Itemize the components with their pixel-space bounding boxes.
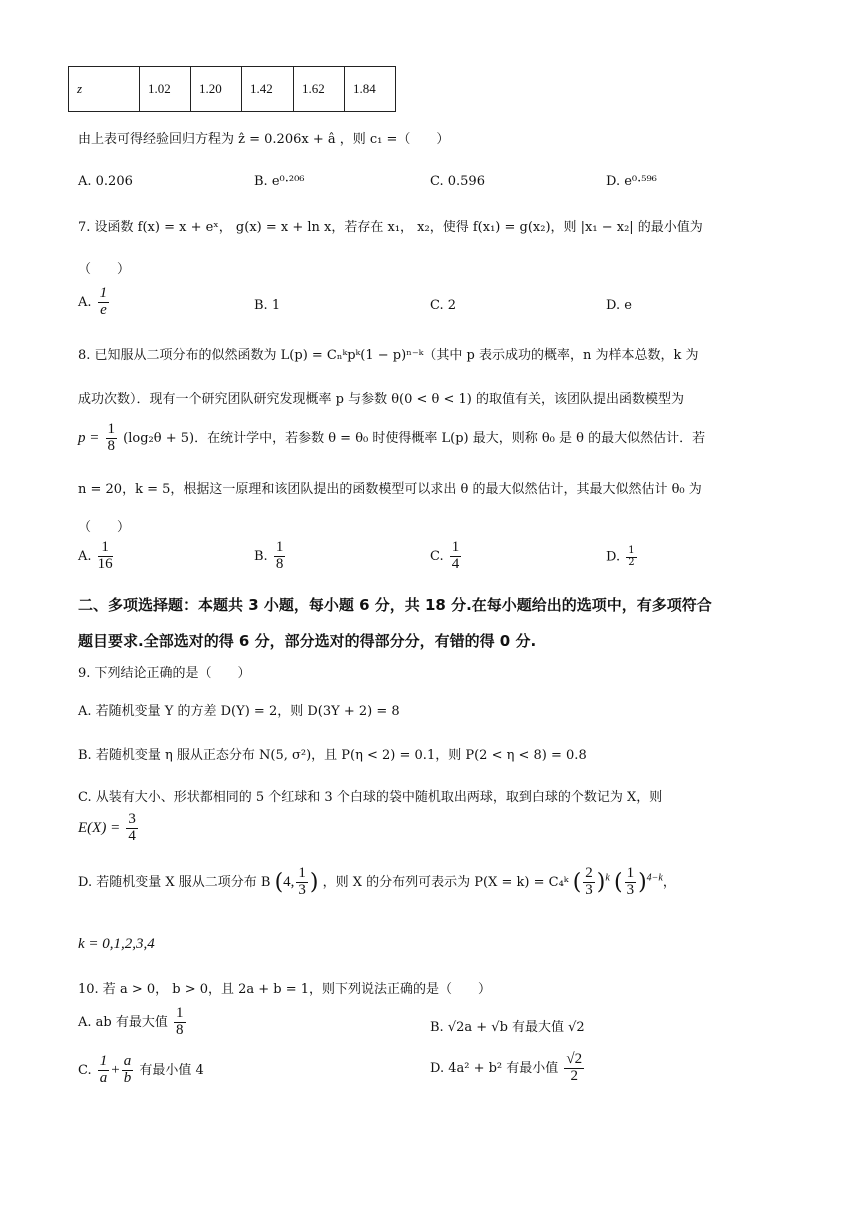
q9-option-c-line1: C. 从装有大小、形状都相同的 5 个红球和 3 个白球的袋中随机取出两球，取到白球的个数记为 X，则 — [78, 790, 663, 805]
q9-option-d-line1: D. 若随机变量 X 服从二项分布 B (4, $\frac{1}{3}$ ) ，则 X 的分布列可表示为 P(X = k) = C₄ᵏ ( $\frac{2}{3}$ )$^k$ ( $\frac{1}{3}$ )$^{4-k}$， — [78, 865, 676, 898]
q8-option-a — [78, 540, 115, 573]
table-label-cell: z — [69, 67, 140, 112]
table-cell: 1.62 — [294, 67, 345, 112]
q7-option-d: D. e — [606, 298, 632, 313]
numerator: a — [123, 1053, 132, 1069]
denominator: 8 — [176, 1021, 184, 1038]
q8-paren: （ ） — [78, 520, 131, 535]
plus-sign: + — [111, 1061, 120, 1078]
fraction — [583, 866, 595, 899]
denominator: a — [99, 1069, 108, 1086]
option-d-text: D. 4a² + b² 有最小值 — [430, 1060, 559, 1076]
denominator: 4 — [128, 827, 136, 844]
q7-paren: （ ） — [78, 262, 131, 277]
denominator: 3 — [298, 881, 306, 898]
option-a-text: A. ab 有最大值 — [78, 1014, 168, 1030]
numerator: 2 — [585, 865, 593, 881]
option-d-text: D. 若随机变量 X 服从二项分布 B — [78, 874, 271, 890]
table-cell: 1.20 — [191, 67, 242, 112]
numerator: 1 — [99, 285, 108, 301]
fraction — [126, 812, 138, 845]
fraction — [450, 540, 462, 573]
q7-option-b: B. 1 — [254, 298, 281, 313]
q6-stem: 由上表可得经验回归方程为 ẑ = 0.206x + â ，则 c₁ =（ ） — [78, 132, 450, 147]
q9-option-a: A. 若随机变量 Y 的方差 D(Y) = 2，则 D(3Y + 2) = 8 — [78, 704, 400, 719]
q9-stem: 9. 下列结论正确的是（ ） — [78, 666, 251, 681]
expectation-prefix: E(X) = — [78, 819, 121, 836]
paren-close: ) — [596, 869, 606, 895]
fraction — [98, 540, 113, 573]
denominator: 3 — [585, 881, 593, 898]
q8-line4: n = 20，k = 5，根据这一原理和该团队提出的函数模型可以求出 θ 的最大似然估计，其最大似然估计 θ₀ 为 — [78, 482, 702, 497]
option-label: A. — [78, 294, 92, 310]
fraction — [296, 866, 308, 899]
q8-option-b — [254, 540, 287, 573]
fraction — [98, 286, 110, 319]
numerator: 1 — [176, 1005, 184, 1021]
paren-close: ) — [309, 869, 319, 895]
q6-option-d: D. e⁰·⁵⁹⁶ — [606, 174, 657, 189]
q7-option-c: C. 2 — [430, 298, 457, 313]
denominator: 4 — [451, 555, 460, 572]
q10-option-d — [430, 1052, 586, 1085]
q6-option-b: B. e⁰·²⁰⁶ — [254, 174, 305, 189]
q8-line1: 8. 已知服从二项分布的似然函数为 L(p) = Cₙᵏpᵏ(1 − p)ⁿ⁻ᵏ（其中 p 表示成功的概率，n 为样本总数，k 为 — [78, 348, 699, 363]
numerator: 1 — [98, 540, 113, 557]
denominator: 8 — [275, 555, 284, 572]
fraction — [625, 866, 637, 899]
table-cell: 1.84 — [345, 67, 396, 112]
q8-line2: 成功次数）．现有一个研究团队研究发现概率 p 与参数 θ(0 < θ < 1) 的取值有关，该团队提出函数模型为 — [78, 392, 685, 407]
numerator: 1 — [298, 865, 306, 881]
denominator: 2 — [570, 1067, 579, 1084]
option-label: C. — [78, 1062, 96, 1078]
paren-open: ( — [274, 869, 284, 895]
q10-option-c — [78, 1054, 204, 1087]
denominator: 2 — [628, 556, 635, 568]
option-label: B. — [254, 548, 268, 564]
q8-option-d — [606, 546, 639, 568]
numerator: 1 — [628, 545, 635, 556]
numerator: 1 — [107, 421, 116, 437]
q7-option-a — [78, 286, 111, 319]
denominator: b — [123, 1069, 132, 1086]
fraction — [274, 540, 286, 573]
fraction — [174, 1006, 186, 1039]
denominator: 3 — [626, 881, 635, 898]
exponent: k — [605, 872, 610, 884]
fraction — [564, 1052, 584, 1085]
q6-option-c: C. 0.596 — [430, 174, 485, 189]
binomial-param: 4, — [283, 873, 295, 890]
option-c-text: 有最小值 4 — [139, 1062, 204, 1078]
table-cell: 1.02 — [140, 67, 191, 112]
option-label: A. — [78, 548, 92, 564]
fraction — [106, 422, 118, 455]
paren-close: ) — [638, 869, 647, 895]
q9-option-d-line2: k = 0,1,2,3,4 — [78, 936, 155, 952]
fraction — [98, 1054, 110, 1087]
q9-option-c-line2 — [78, 812, 140, 845]
section-heading-cont: 题目要求.全部选对的得 6 分，部分选对的得部分分，有错的得 0 分. — [78, 632, 537, 650]
q10-stem: 10. 若 a > 0， b > 0，且 2a + b = 1，则下列说法正确的是（ ） — [78, 982, 492, 997]
paren-open: ( — [572, 869, 582, 895]
q10-option-a — [78, 1006, 188, 1039]
data-table — [68, 66, 396, 112]
fraction — [626, 546, 636, 568]
formula-suffix: (log₂θ + 5)．在统计学中，若参数 θ = θ₀ 时使得概率 L(p) 最大，则称 θ₀ 是 θ 的最大似然估计．若 — [123, 430, 706, 446]
q10-option-b: B. √2a + √b 有最大值 √2 — [430, 1020, 585, 1035]
denominator: 8 — [107, 437, 116, 454]
numerator: √2 — [566, 1051, 583, 1067]
table-row — [69, 67, 396, 112]
q8-option-c — [430, 540, 463, 573]
option-label: D. — [606, 549, 621, 565]
exponent: 4−k — [646, 872, 663, 884]
paren-open: ( — [613, 869, 623, 895]
denominator: 16 — [97, 555, 113, 572]
formula-prefix: p = — [78, 429, 100, 446]
denominator: e — [100, 301, 107, 318]
q7-stem: 7. 设函数 f(x) = x + eˣ， g(x) = x + ln x，若存在 x₁， x₂，使得 f(x₁) = g(x₂)，则 |x₁ − x₂| 的最小值为 — [78, 220, 703, 235]
q9-option-b: B. 若随机变量 η 服从正态分布 N(5, σ²)，且 P(η < 2) = 0.1，则 P(2 < η < 8) = 0.8 — [78, 748, 587, 763]
numerator: 1 — [451, 539, 460, 555]
option-label: C. — [430, 548, 444, 564]
q8-line3 — [78, 422, 705, 455]
numerator: 1 — [99, 1053, 108, 1069]
numerator: 1 — [626, 865, 635, 881]
q6-option-a: A. 0.206 — [78, 174, 133, 189]
numerator: 1 — [275, 539, 284, 555]
fraction — [122, 1054, 134, 1087]
section-heading: 二、多项选择题：本题共 3 小题，每小题 6 分，共 18 分.在每小题给出的选项中，有多项符合 — [78, 596, 712, 614]
option-d-mid: ，则 X 的分布列可表示为 P(X = k) = C₄ᵏ — [322, 874, 569, 890]
table-cell: 1.42 — [242, 67, 294, 112]
numerator: 3 — [128, 811, 136, 827]
